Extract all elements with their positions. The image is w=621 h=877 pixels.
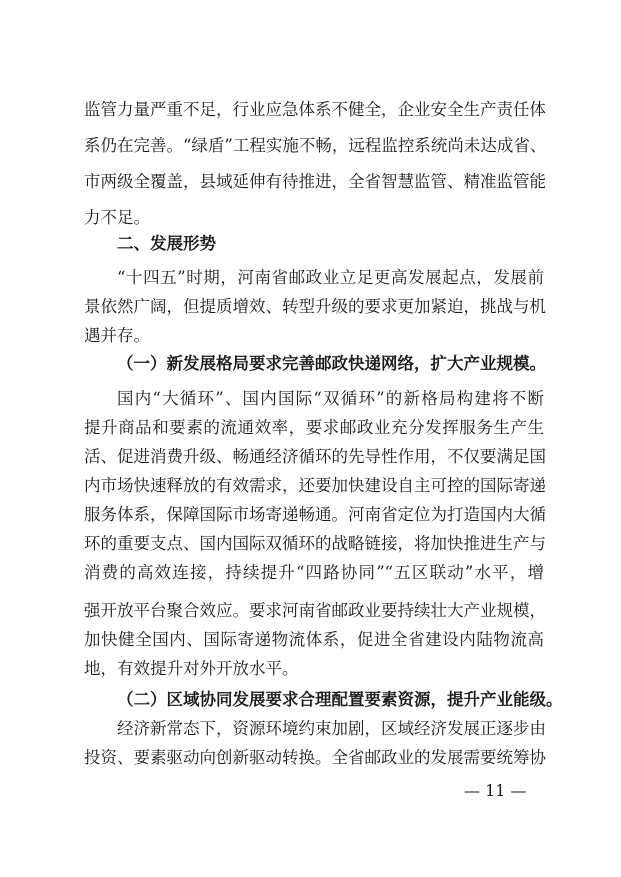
- paragraph2-line: 景依然广阔，但提质增效、转型升级的要求更加紧迫，挑战与机: [84, 297, 546, 316]
- paragraph1-line: 市两级全覆盖，县域延伸有待推进，全省智慧监管、精准监管能: [84, 172, 546, 191]
- subheading-1: （一）新发展格局要求完善邮政快递网络，扩大产业规模。: [117, 354, 546, 373]
- subheading-2: （二）区域协同发展要求合理配置要素资源，提升产业能级。: [117, 690, 563, 709]
- paragraph3-line: 环的重要支点、国内国际双循环的战略链接，将加快推进生产与: [84, 534, 546, 553]
- paragraph1-line: 力不足。: [84, 208, 150, 227]
- paragraph3-line: 加快健全国内、国际寄递物流体系，促进全省建设内陆物流高: [84, 630, 544, 649]
- paragraph3-line: 服务体系，保障国际市场寄递畅通。河南省定位为打造国内大循: [84, 505, 546, 524]
- paragraph3-line: 消费的高效连接，持续提升“四路协同”“五区联动”水平，增: [84, 563, 544, 582]
- paragraph4-line: 经济新常态下，资源环境约束加剧，区域经济发展正逐步由: [117, 719, 546, 738]
- paragraph1-line: 系仍在完善。“绿盾”工程实施不畅，远程监控系统尚未达成省、: [84, 136, 547, 155]
- paragraph2-line: “十四五”时期，河南省邮政业立足更高发展起点，发展前: [117, 268, 544, 287]
- paragraph3-line: 内市场快速释放的有效需求，还要加快建设自主可控的国际寄递: [84, 476, 546, 495]
- paragraph1-line: 监管力量严重不足，行业应急体系不健全，企业安全生产责任体: [84, 100, 546, 119]
- paragraph3-line: 地，有效提升对外开放水平。: [84, 659, 299, 678]
- paragraph3-line: 活、促进消费升级、畅通经济循环的先导性作用，不仅要满足国: [84, 447, 546, 466]
- paragraph3-line: 国内“大循环”、国内国际“双循环”的新格局构建将不断: [117, 389, 544, 408]
- page-number: — 11 —: [464, 781, 527, 800]
- paragraph2-line: 遇并存。: [84, 326, 150, 345]
- section-heading: 二、发展形势: [117, 234, 216, 253]
- paragraph4-line: 投资、要素驱动向创新驱动转换。全省邮政业的发展需要统筹协: [84, 748, 546, 767]
- paragraph3-line: 提升商品和要素的流通效率，要求邮政业充分发挥服务生产生: [84, 418, 544, 437]
- paragraph3-line: 强开放平台聚合效应。要求河南省邮政业要持续壮大产业规模，: [84, 601, 546, 620]
